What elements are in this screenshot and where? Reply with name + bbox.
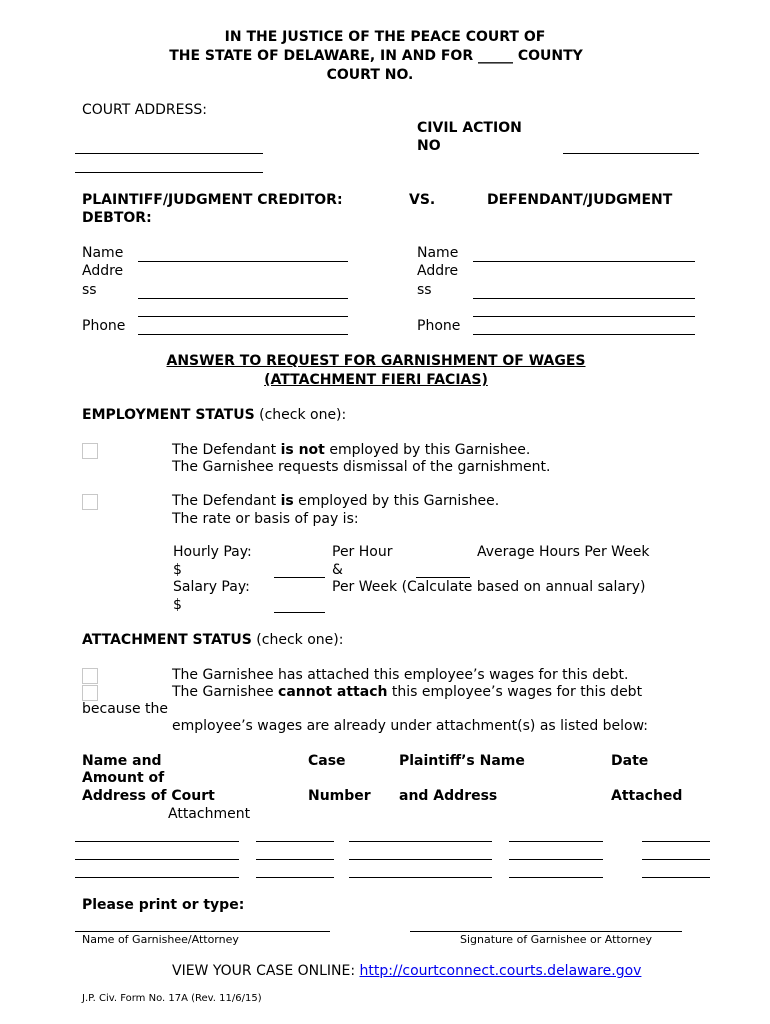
defendant-address-label-2: ss [417, 282, 432, 298]
garnishee-name-line[interactable] [75, 931, 330, 932]
salary-dollar-sign: $ [173, 597, 182, 613]
table-row-1-date-line[interactable] [509, 841, 603, 842]
form-number: J.P. Civ. Form No. 17A (Rev. 11/6/15) [82, 993, 262, 1004]
form-title-line1: ANSWER TO REQUEST FOR GARNISHMENT OF WAGES [166, 353, 586, 369]
plaintiff-phone-line[interactable] [138, 334, 348, 335]
court-title-line1: IN THE JUSTICE OF THE PEACE COURT OF [224, 29, 546, 45]
plaintiff-address-label-1: Addre [82, 263, 124, 279]
defendant-address-label-1: Addre [417, 263, 459, 279]
defendant-phone-line[interactable] [473, 334, 695, 335]
table-row-3-plaintiff-line[interactable] [349, 877, 492, 878]
defendant-name-label: Name [417, 245, 459, 261]
has-attached-text: The Garnishee has attached this employee’s wages for this debt. [172, 667, 629, 683]
signature-caption: Signature of Garnishee or Attorney [460, 933, 653, 946]
court-title-line3: COURT NO. [326, 67, 414, 83]
hourly-pay-line[interactable] [274, 577, 325, 578]
salary-pay-label: Salary Pay: [173, 579, 250, 595]
court-title-line2: THE STATE OF DELAWARE, IN AND FOR _____ COUNTY [169, 48, 583, 64]
employment-status-heading: EMPLOYMENT STATUS (check one): [82, 407, 347, 423]
table-row-1-plaintiff-line[interactable] [349, 841, 492, 842]
employed-checkbox[interactable] [82, 494, 98, 510]
table-row-2-extra-line[interactable] [642, 859, 710, 860]
plaintiff-name-line[interactable] [138, 261, 348, 262]
plaintiff-label: PLAINTIFF/JUDGMENT CREDITOR: [82, 192, 343, 208]
col-plaintiff-header-a: Plaintiff’s Name [399, 753, 525, 769]
col-name-header-d: Attachment [168, 806, 251, 822]
rate-of-pay-text: The rate or basis of pay is: [172, 511, 359, 527]
col-name-header-b: Amount of [82, 770, 165, 786]
under-attachment-text: employee’s wages are already under attachment(s) as listed below: [172, 718, 649, 734]
not-employed-checkbox[interactable] [82, 443, 98, 459]
has-attached-checkbox[interactable] [82, 668, 98, 684]
not-employed-text: The Defendant is not employed by this Garnishee. [172, 442, 531, 458]
cannot-attach-text: The Garnishee cannot attach this employee’s wages for this debt [172, 684, 643, 700]
table-row-3-name-line[interactable] [75, 877, 239, 878]
form-title-line2: (ATTACHMENT FIERI FACIAS) [264, 372, 488, 388]
plaintiff-address-line-2[interactable] [138, 316, 348, 317]
per-hour-label: Per Hour [332, 544, 393, 560]
table-row-1-case-line[interactable] [256, 841, 334, 842]
col-date-header-b: Attached [611, 788, 683, 804]
table-row-1-name-line[interactable] [75, 841, 239, 842]
defendant-label: DEFENDANT/JUDGMENT [487, 192, 673, 208]
col-name-header-a: Name and [82, 753, 162, 769]
attachment-status-heading: ATTACHMENT STATUS (check one): [82, 632, 344, 648]
hourly-dollar-sign: $ [173, 562, 182, 578]
civil-action-number-line[interactable] [563, 153, 699, 154]
col-case-header-a: Case [308, 753, 346, 769]
hourly-pay-label: Hourly Pay: [173, 544, 252, 560]
col-plaintiff-header-b: and Address [399, 788, 498, 804]
plaintiff-phone-label: Phone [82, 318, 126, 334]
view-case-online: VIEW YOUR CASE ONLINE: http://courtconnect.courts.delaware.gov [172, 963, 642, 979]
table-row-1-extra-line[interactable] [642, 841, 710, 842]
defendant-name-line[interactable] [473, 261, 695, 262]
per-week-label: Per Week (Calculate based on annual salary) [332, 579, 646, 595]
defendant-phone-label: Phone [417, 318, 461, 334]
print-or-type-label: Please print or type: [82, 897, 245, 913]
plaintiff-address-label-2: ss [82, 282, 97, 298]
table-row-2-date-line[interactable] [509, 859, 603, 860]
dismissal-request-text: The Garnishee requests dismissal of the garnishment. [172, 459, 551, 475]
col-name-header-c: Address of Court [82, 788, 215, 804]
table-row-2-case-line[interactable] [256, 859, 334, 860]
vs-label: VS. [409, 192, 436, 208]
court-address-line-2[interactable] [75, 172, 263, 173]
table-row-2-name-line[interactable] [75, 859, 239, 860]
average-hours-label: Average Hours Per Week [477, 544, 650, 560]
ampersand: & [332, 562, 343, 578]
plaintiff-name-label: Name [82, 245, 124, 261]
debtor-label: DEBTOR: [82, 210, 152, 226]
court-address-label: COURT ADDRESS: [82, 102, 207, 118]
col-case-header-b: Number [308, 788, 371, 804]
table-row-3-date-line[interactable] [509, 877, 603, 878]
employed-text: The Defendant is employed by this Garnishee. [172, 493, 500, 509]
average-hours-line[interactable] [416, 577, 470, 578]
col-date-header-a: Date [611, 753, 649, 769]
table-row-3-case-line[interactable] [256, 877, 334, 878]
because-the-text: because the [82, 701, 168, 717]
table-row-2-plaintiff-line[interactable] [349, 859, 492, 860]
court-address-line-1[interactable] [75, 153, 263, 154]
defendant-address-line-1[interactable] [473, 298, 695, 299]
plaintiff-address-line-1[interactable] [138, 298, 348, 299]
defendant-address-line-2[interactable] [473, 316, 695, 317]
civil-action-label: CIVIL ACTION [417, 120, 522, 136]
table-row-3-extra-line[interactable] [642, 877, 710, 878]
civil-action-no-label: NO [417, 138, 441, 154]
courtconnect-link[interactable]: http://courtconnect.courts.delaware.gov [359, 963, 642, 979]
cannot-attach-checkbox[interactable] [82, 685, 98, 701]
signature-line[interactable] [410, 931, 682, 932]
garnishee-name-caption: Name of Garnishee/Attorney [82, 933, 239, 946]
salary-pay-line[interactable] [274, 612, 325, 613]
